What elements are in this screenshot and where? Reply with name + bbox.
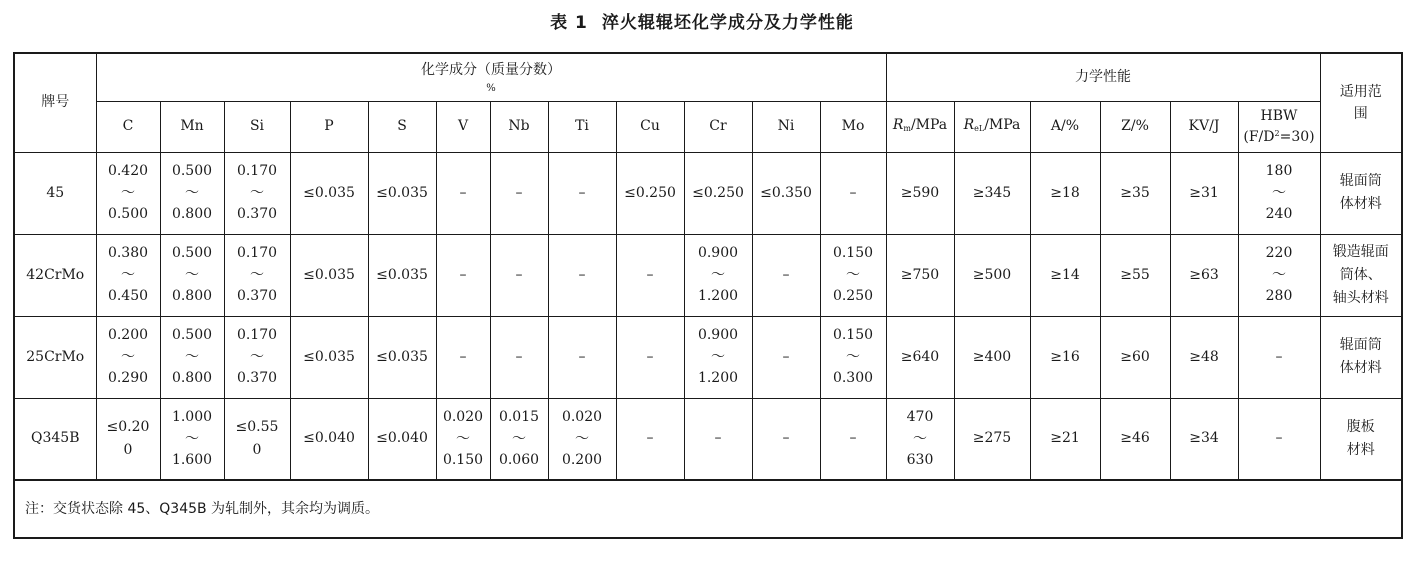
cell-Z: ≥46 — [1100, 398, 1170, 480]
cell-usage: 锻造辊面 筒体、 轴头材料 — [1320, 234, 1402, 316]
header-grade: 牌号 — [14, 53, 96, 152]
cell-ReL: ≥400 — [954, 316, 1030, 398]
header-chem-group — [96, 53, 886, 101]
header-z: Z/% — [1100, 101, 1170, 152]
header-Nb: Nb — [490, 101, 548, 152]
cell-Cr: 0.900 ～ 1.200 — [684, 316, 752, 398]
header-Ti: Ti — [548, 101, 616, 152]
cell-V: – — [436, 234, 490, 316]
cell-S: ≤0.035 — [368, 152, 436, 234]
cell-Rm: ≥640 — [886, 316, 954, 398]
properties-table — [13, 52, 1403, 539]
header-kv: KV/J — [1170, 101, 1238, 152]
cell-grade: Q345B — [14, 398, 96, 480]
table-caption — [0, 8, 1404, 33]
cell-C: 0.420 ～ 0.500 — [96, 152, 160, 234]
cell-P: ≤0.040 — [290, 398, 368, 480]
header-rel: $R_{eL}$/MPa — [954, 101, 1030, 152]
cell-A: ≥14 — [1030, 234, 1100, 316]
cell-V: – — [436, 152, 490, 234]
table-row — [14, 316, 1402, 398]
cell-A: ≥16 — [1030, 316, 1100, 398]
header-Si: Si — [224, 101, 290, 152]
header-a: A/% — [1030, 101, 1100, 152]
header-Mo: Mo — [820, 101, 886, 152]
cell-Nb: – — [490, 152, 548, 234]
cell-Si: 0.170 ～ 0.370 — [224, 316, 290, 398]
cell-Mo: – — [820, 152, 886, 234]
header-chem-label: 化学成分（质量分数） — [421, 61, 561, 78]
header-hbw: HBW $(F/D^2=30)$ — [1238, 101, 1320, 152]
cell-Si: 0.170 ～ 0.370 — [224, 234, 290, 316]
cell-grade: 45 — [14, 152, 96, 234]
cell-Mn: 0.500 ～ 0.800 — [160, 234, 224, 316]
cell-usage: 腹板 材料 — [1320, 398, 1402, 480]
header-Cr: Cr — [684, 101, 752, 152]
table-number: 表 1 — [550, 13, 588, 33]
cell-S: ≤0.035 — [368, 234, 436, 316]
cell-S: ≤0.040 — [368, 398, 436, 480]
header-Ni: Ni — [752, 101, 820, 152]
cell-Z: ≥55 — [1100, 234, 1170, 316]
cell-P: ≤0.035 — [290, 316, 368, 398]
cell-Cu: ≤0.250 — [616, 152, 684, 234]
cell-A: ≥18 — [1030, 152, 1100, 234]
cell-A: ≥21 — [1030, 398, 1100, 480]
cell-C: 0.380 ～ 0.450 — [96, 234, 160, 316]
cell-S: ≤0.035 — [368, 316, 436, 398]
cell-Ti: 0.020 ～ 0.200 — [548, 398, 616, 480]
cell-Cu: – — [616, 316, 684, 398]
cell-Nb: – — [490, 234, 548, 316]
cell-KV: ≥48 — [1170, 316, 1238, 398]
cell-grade: 42CrMo — [14, 234, 96, 316]
cell-Z: ≥60 — [1100, 316, 1170, 398]
cell-HBW: – — [1238, 316, 1320, 398]
header-P: P — [290, 101, 368, 152]
cell-usage: 辊面筒 体材料 — [1320, 152, 1402, 234]
cell-Cr: 0.900 ～ 1.200 — [684, 234, 752, 316]
cell-Si: 0.170 ～ 0.370 — [224, 152, 290, 234]
header-rm: $R_m$/MPa — [886, 101, 954, 152]
cell-Ti: – — [548, 152, 616, 234]
cell-Ti: – — [548, 234, 616, 316]
cell-KV: ≥63 — [1170, 234, 1238, 316]
cell-P: ≤0.035 — [290, 234, 368, 316]
cell-Cu: – — [616, 398, 684, 480]
cell-Mn: 1.000 ～ 1.600 — [160, 398, 224, 480]
cell-KV: ≥31 — [1170, 152, 1238, 234]
header-S: S — [368, 101, 436, 152]
cell-Ni: ≤0.350 — [752, 152, 820, 234]
table-title: 淬火辊辊坯化学成分及力学性能 — [601, 13, 854, 33]
cell-V: – — [436, 316, 490, 398]
cell-KV: ≥34 — [1170, 398, 1238, 480]
cell-V: 0.020 ～ 0.150 — [436, 398, 490, 480]
table-body — [14, 152, 1402, 480]
cell-HBW: – — [1238, 398, 1320, 480]
cell-Cr: – — [684, 398, 752, 480]
cell-ReL: ≥275 — [954, 398, 1030, 480]
cell-Mo: 0.150 ～ 0.250 — [820, 234, 886, 316]
header-C: C — [96, 101, 160, 152]
header-Cu: Cu — [616, 101, 684, 152]
cell-HBW: 180 ～ 240 — [1238, 152, 1320, 234]
cell-ReL: ≥345 — [954, 152, 1030, 234]
header-chem-unit: % — [486, 82, 496, 94]
table-row — [14, 152, 1402, 234]
cell-HBW: 220 ～ 280 — [1238, 234, 1320, 316]
cell-Cu: – — [616, 234, 684, 316]
cell-Ti: – — [548, 316, 616, 398]
table-row — [14, 398, 1402, 480]
cell-grade: 25CrMo — [14, 316, 96, 398]
header-Mn: Mn — [160, 101, 224, 152]
cell-usage: 辊面筒 体材料 — [1320, 316, 1402, 398]
cell-Rm: 470 ～ 630 — [886, 398, 954, 480]
cell-Mo: – — [820, 398, 886, 480]
header-usage-label: 适用范围 — [1339, 83, 1382, 122]
cell-Ni: – — [752, 316, 820, 398]
table-row — [14, 234, 1402, 316]
cell-Nb: – — [490, 316, 548, 398]
cell-C: 0.200 ～ 0.290 — [96, 316, 160, 398]
cell-Z: ≥35 — [1100, 152, 1170, 234]
cell-ReL: ≥500 — [954, 234, 1030, 316]
cell-Nb: 0.015 ～ 0.060 — [490, 398, 548, 480]
table-note: 注：交货状态除 45、Q345B 为轧制外，其余均为调质。 — [14, 480, 1402, 538]
cell-Cr: ≤0.250 — [684, 152, 752, 234]
header-mech-group: 力学性能 — [886, 53, 1320, 101]
header-V: V — [436, 101, 490, 152]
cell-Ni: – — [752, 398, 820, 480]
cell-Mo: 0.150 ～ 0.300 — [820, 316, 886, 398]
cell-Ni: – — [752, 234, 820, 316]
cell-C: ≤0.20 0 — [96, 398, 160, 480]
cell-Si: ≤0.55 0 — [224, 398, 290, 480]
cell-Mn: 0.500 ～ 0.800 — [160, 316, 224, 398]
cell-Rm: ≥750 — [886, 234, 954, 316]
cell-Mn: 0.500 ～ 0.800 — [160, 152, 224, 234]
header-usage — [1320, 53, 1402, 152]
cell-P: ≤0.035 — [290, 152, 368, 234]
cell-Rm: ≥590 — [886, 152, 954, 234]
